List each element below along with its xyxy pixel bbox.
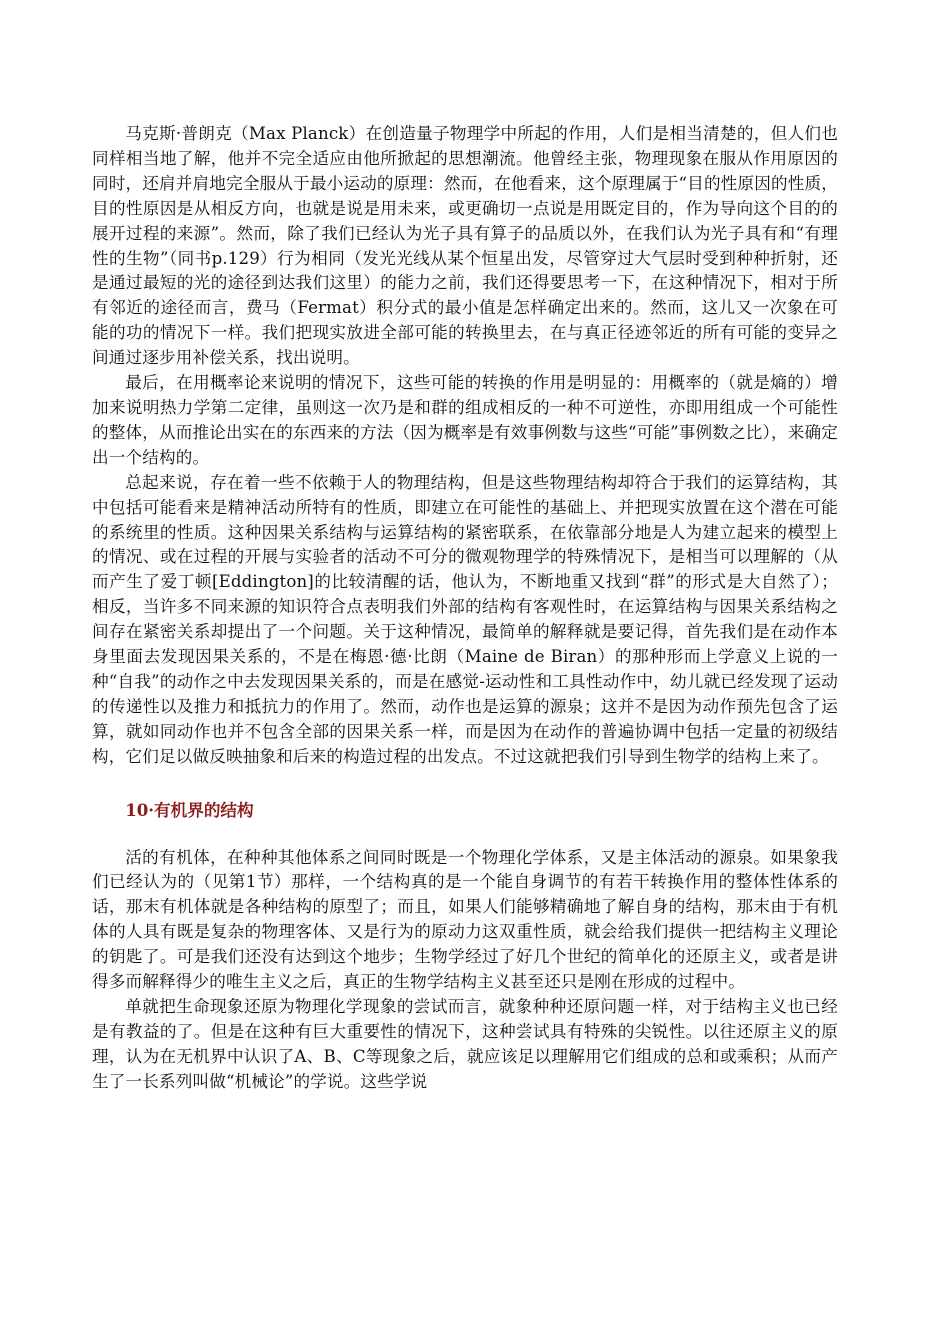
paragraph-probability: 最后，在用概率论来说明的情况下，这些可能的转换的作用是明显的：用概率的（就是熵的）增加来说明热力学第二定律，虽则这一次乃是和群的组成相反的一种不可逆性，亦即用组成一个可能性的整体，从而推论出实在的东西来的方法（因为概率是有效事例数与这些“可能”事例数之比），来确定出一个结构的。	[92, 373, 838, 467]
paragraph-summary: 总起来说，存在着一些不依赖于人的物理结构，但是这些物理结构却符合于我们的运算结构，其中包括可能看来是精神活动所特有的性质，即建立在可能性的基础上、并把现实放置在这个潜在可能的系统里的性质。这种因果关系结构与运算结构的紧密联系，在依靠部分地是人为建立起来的模型上的情况、或在过程的开展与实验者的活动不可分的微观物理学的特殊情况下，是相当可以理解的（从而产生了爱丁顿[Eddington]的比较清醒的话，他认为，不断地重又找到“群”的形式是大自然了）；相反，当许多不同来源的知识符合点表明我们外部的结构有客观性时，在运算结构与因果关系结构之间存在紧密关系却提出了一个问题。关于这种情况，最简单的解释就是要记得，首先我们是在动作本身里面去发现因果关系的，不是在梅恩·德·比朗（Maine de Biran）的那种形而上学意义上说的一种“自我”的动作之中去发现因果关系的，而是在感觉-运动性和工具性动作中，幼儿就已经发现了运动的传递性以及推力和抵抗力的作用了。然而，动作也是运算的源泉；这并不是因为动作预先包含了运算，就如同动作也并不包含全部的因果关系一样，而是因为在动作的普遍协调中包括一定量的初级结构，它们足以做反映抽象和后来的构造过程的出发点。不过这就把我们引导到生物学的结构上来了。	[92, 472, 838, 766]
paragraph-reductionism: 单就把生命现象还原为物理化学现象的尝试而言，就象种种还原问题一样，对于结构主义也已经是有教益的了。但是在这种有巨大重要性的情况下，这种尝试具有特殊的尖锐性。以往还原主义的原理，认为在无机界中认识了A、B、C等现象之后，就应该足以理解用它们组成的总和或乘积；从而产生了一长系列叫做“机械论”的学说。这些学说	[92, 997, 838, 1091]
section-heading: 10·有机界的结构	[125, 799, 254, 820]
paragraph-planck: 马克斯·普朗克（Max Planck）在创造量子物理学中所起的作用，人们是相当清楚的，但人们也同样相当地了解，他并不完全适应由他所掀起的思想潮流。他曾经主张，物理现象在服从作用原因的同时，还肩并肩地完全服从于最小运动的原理：然而，在他看来，这个原理属于“目的性原因的性质，目的性原因是从相反方向，也就是说是用未来，或更确切一点说是用既定目的，作为导向这个目的的展开过程的来源”。然而，除了我们已经认为光子具有算子的品质以外，在我们认为光子具有和“有理性的生物”（同书p.129）行为相同（发光光线从某个恒星出发，尽管穿过大气层时受到种种折射，还是通过最短的光的途径到达我们这里）的能力之前，我们还得要思考一下，在这种情况下，相对于所有邻近的途径而言，费马（Fermat）积分式的最小值是怎样确定出来的。然而，这儿又一次象在可能的功的情况下一样。我们把现实放进全部可能的转换里去，在与真正径迹邻近的所有可能的变异之间通过逐步用补偿关系，找出说明。	[92, 124, 838, 368]
paragraph-organism: 活的有机体，在种种其他体系之间同时既是一个物理化学体系，又是主体活动的源泉。如果象我们已经认为的（见第1节）那样，一个结构真的是一个能自身调节的有若干转换作用的整体性体系的话，那末有机体就是各种结构的原型了；而且，如果人们能够精确地了解自身的结构，那末由于有机体的人具有既是复杂的物理客体、又是行为的原动力这双重性质，就会给我们提供一把结构主义理论的钥匙了。可是我们还没有达到这个地步；生物学经过了好几个世纪的简单化的还原主义，或者是讲得多而解释得少的唯生主义之后，真正的生物学结构主义甚至还只是刚在形成的过程中。	[92, 847, 838, 992]
